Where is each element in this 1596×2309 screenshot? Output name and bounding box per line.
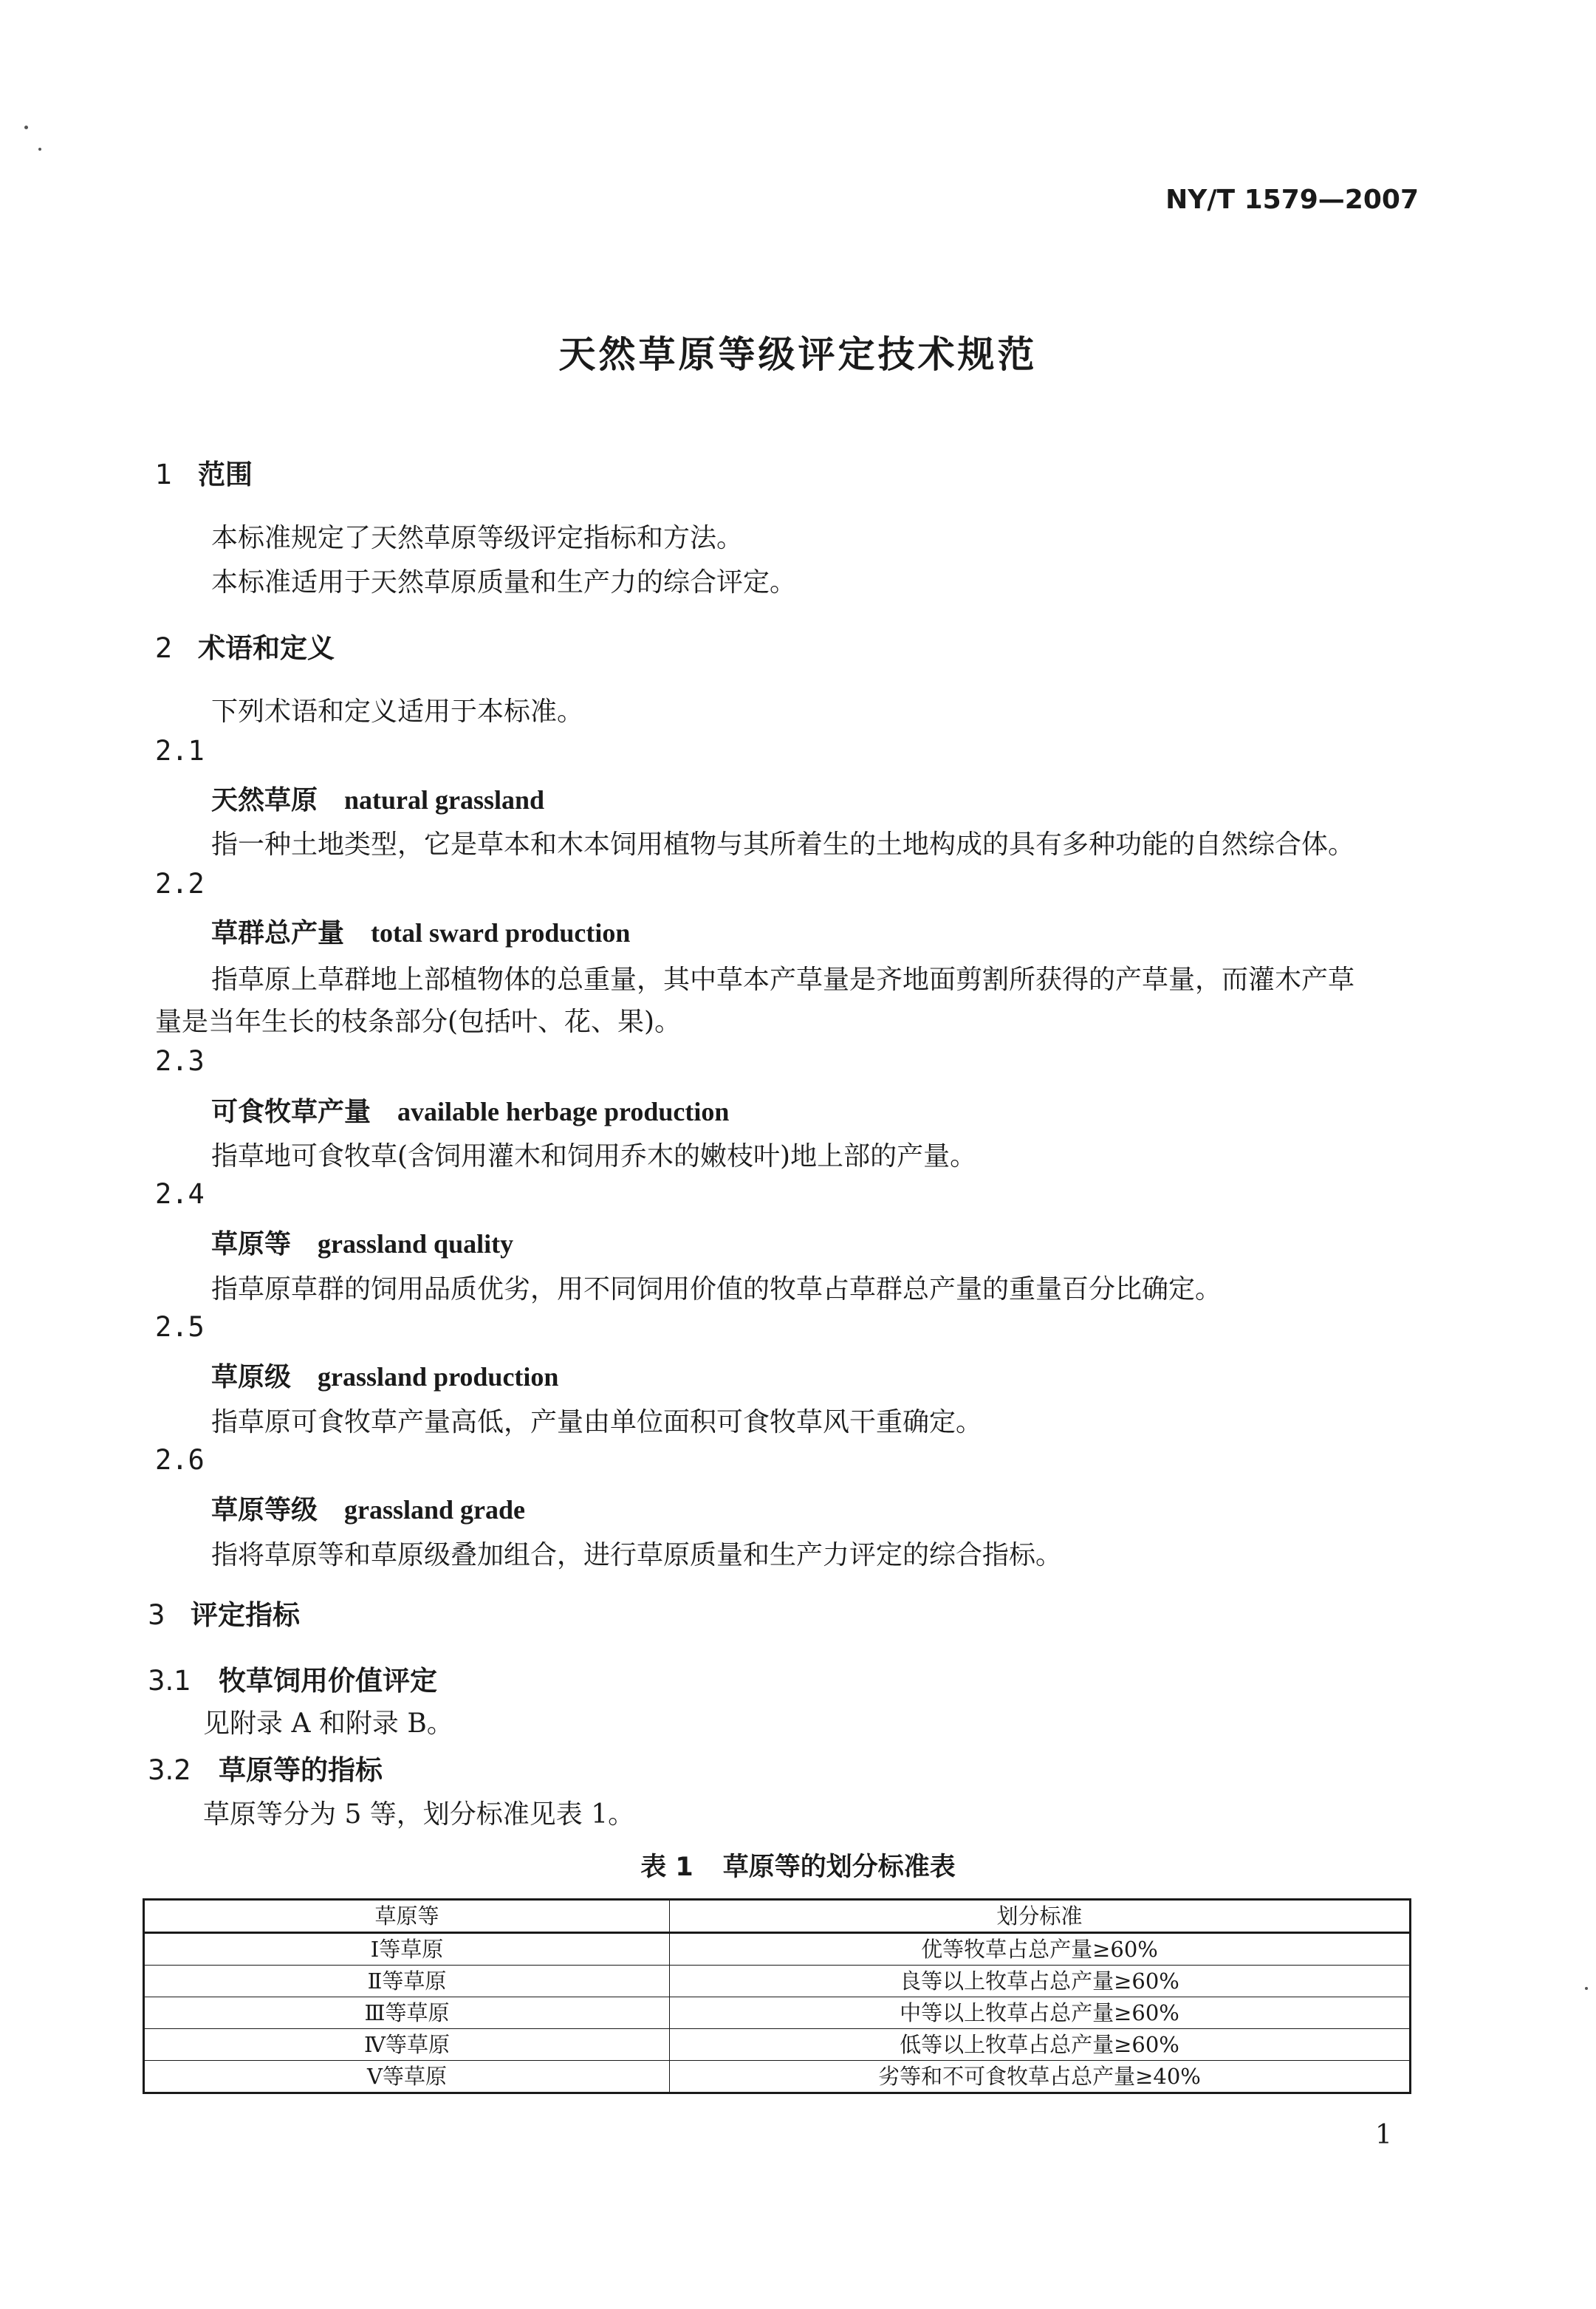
section-1-heading (155, 452, 253, 492)
term-number: 2.4 (155, 1178, 205, 1210)
scan-speck (38, 148, 41, 151)
section-2-heading (155, 626, 335, 666)
term-english: grassland grade (344, 1495, 526, 1525)
paragraph: 下列术语和定义适用于本标准。 (211, 697, 584, 727)
table-caption-label: 表 1 (640, 1853, 693, 1882)
term-heading (211, 912, 630, 950)
term-number: 2.2 (155, 868, 205, 900)
table-row (144, 1933, 1411, 1966)
table-row (144, 2061, 1411, 2093)
paragraph: 本标准规定了天然草原等级评定指标和方法。 (211, 523, 744, 553)
section-number: 3 (148, 1599, 165, 1631)
subsection-number: 3.2 (148, 1754, 191, 1786)
section-title: 范围 (198, 459, 253, 490)
table-cell: 劣等和不可食牧草占总产量≥40% (670, 2061, 1411, 2093)
page-number: 1 (1375, 2120, 1392, 2150)
section-title: 术语和定义 (198, 632, 335, 664)
table-cell: 低等以上牧草占总产量≥60% (670, 2029, 1411, 2061)
subsection-title: 草原等的指标 (219, 1754, 383, 1786)
subsection-3-2-heading (148, 1748, 383, 1788)
term-number: 2.1 (155, 735, 205, 767)
term-definition: 指草地可食牧草(含饲用灌木和饲用乔木的嫩枝叶)地上部的产量。 (211, 1141, 977, 1171)
term-heading (211, 1356, 558, 1394)
table-cell: Ⅳ等草原 (144, 2029, 670, 2061)
column-header: 划分标准 (670, 1900, 1411, 1933)
term-chinese: 天然草原 (211, 785, 318, 815)
term-heading (211, 1091, 729, 1129)
table-caption-title: 草原等的划分标准表 (722, 1853, 956, 1882)
table-cell: 优等牧草占总产量≥60% (670, 1933, 1411, 1966)
term-number: 2.3 (155, 1045, 205, 1077)
table-cell: 中等以上牧草占总产量≥60% (670, 1997, 1411, 2029)
term-chinese: 草原等 (211, 1229, 292, 1259)
document-title: 天然草原等级评定技术规范 (558, 333, 1038, 376)
term-definition: 指将草原等和草原级叠加组合，进行草原质量和生产力评定的综合指标。 (211, 1540, 1063, 1570)
term-english: total sward production (371, 918, 631, 948)
term-english: natural grassland (344, 785, 545, 815)
column-header: 草原等 (144, 1900, 670, 1933)
term-heading (211, 1489, 525, 1527)
table-cell: 良等以上牧草占总产量≥60% (670, 1966, 1411, 1997)
term-definition: 指草原上草群地上部植物体的总重量，其中草本产草量是齐地面剪割所获得的产草量，而灌木产草 (211, 965, 1355, 995)
term-english: grassland production (318, 1362, 559, 1392)
grade-classification-table (143, 1898, 1411, 2094)
term-definition: 量是当年生长的枝条部分(包括叶、花、果)。 (155, 1007, 682, 1037)
paragraph: 见附录 A 和附录 B。 (203, 1708, 453, 1739)
table-cell: Ⅲ等草原 (144, 1997, 670, 2029)
paragraph: 草原等分为 5 等，划分标准见表 1。 (203, 1799, 635, 1830)
term-chinese: 草群总产量 (211, 918, 345, 948)
table-cell: Ⅱ等草原 (144, 1966, 670, 1997)
term-chinese: 草原级 (211, 1362, 292, 1392)
section-number: 2 (155, 632, 173, 664)
table-cell: Ⅴ等草原 (144, 2061, 670, 2093)
section-number: 1 (155, 459, 173, 490)
subsection-title: 牧草饲用价值评定 (219, 1665, 437, 1697)
term-definition: 指一种土地类型，它是草本和木本饲用植物与其所着生的土地构成的具有多种功能的自然综合体。 (211, 829, 1355, 860)
term-definition: 指草原可食牧草产量高低，产量由单位面积可食牧草风干重确定。 (211, 1407, 983, 1437)
scan-speck (24, 126, 28, 129)
table-row (144, 2029, 1411, 2061)
term-heading (211, 779, 544, 817)
paragraph: 本标准适用于天然草原质量和生产力的综合评定。 (211, 567, 797, 598)
term-english: available herbage production (397, 1097, 730, 1126)
table-caption (0, 1847, 1596, 1884)
subsection-3-1-heading (148, 1658, 437, 1698)
term-heading (211, 1223, 513, 1261)
subsection-number: 3.1 (148, 1665, 191, 1697)
table-row (144, 1966, 1411, 1997)
section-title: 评定指标 (191, 1599, 300, 1631)
term-chinese: 草原等级 (211, 1495, 318, 1525)
term-number: 2.6 (155, 1444, 205, 1476)
table-cell: Ⅰ等草原 (144, 1933, 670, 1966)
table-header-row (144, 1900, 1411, 1933)
table-row (144, 1997, 1411, 2029)
standard-code: NY/T 1579—2007 (1165, 185, 1419, 215)
term-english: grassland quality (318, 1229, 514, 1259)
term-number: 2.5 (155, 1311, 205, 1343)
scan-speck (1585, 1987, 1588, 1990)
term-definition: 指草原草群的饲用品质优劣，用不同饲用价值的牧草占草群总产量的重量百分比确定。 (211, 1274, 1222, 1304)
term-chinese: 可食牧草产量 (211, 1097, 371, 1127)
section-3-heading (148, 1593, 300, 1632)
